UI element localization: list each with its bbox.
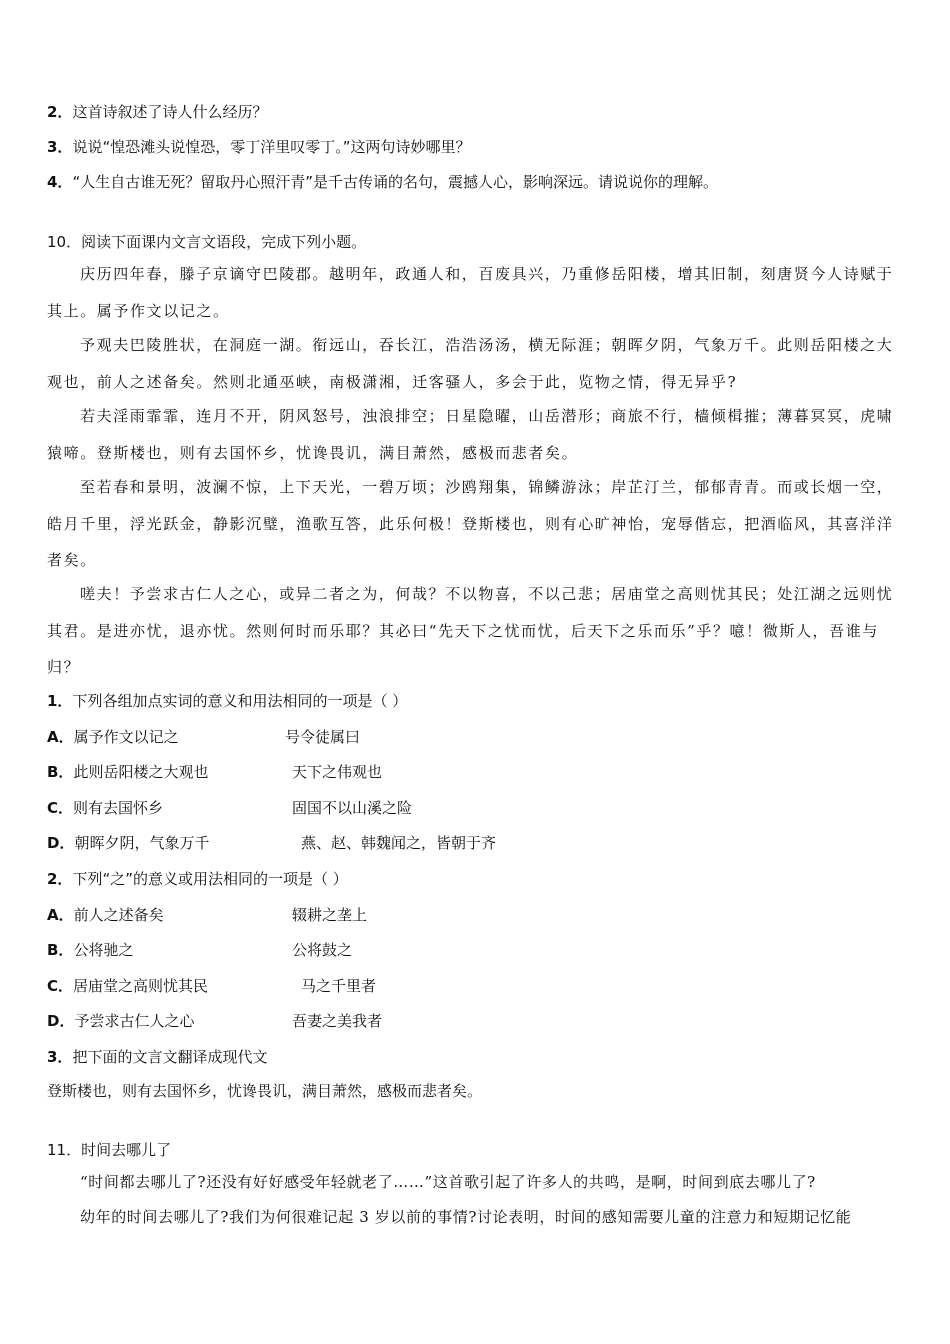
option-label: D．	[47, 834, 75, 852]
passage-line: 幼年的时间去哪儿了?我们为何很难记起 3 岁以前的事情?讨论表明，时间的感知需要儿童的注意力和短期记忆能	[80, 1208, 852, 1226]
option-left: 公将驰之	[73, 941, 134, 959]
option-right: 燕、赵、韩魏闻之，皆朝于齐	[301, 834, 497, 852]
option-left: 居庙堂之高则忧其民	[73, 977, 209, 995]
passage-line: 予观夫巴陵胜状，在洞庭一湖。衔远山，吞长江，浩浩汤汤，横无际涯；朝晖夕阴，气象万千。此则岳阳楼之大	[80, 336, 894, 354]
section-10-title: 10．阅读下面课内文言文语段，完成下列小题。	[47, 233, 367, 251]
passage-line: 其君。是进亦忧，退亦忧。然则何时而乐耶？其必曰“先天下之忧而忧，后天下之乐而乐”乎？噫！微斯人，吾谁与	[47, 622, 879, 640]
option-left: 此则岳阳楼之大观也	[73, 763, 209, 781]
question-number: 1．	[47, 692, 73, 710]
question-number: 3．	[47, 1048, 73, 1066]
question-10-1	[47, 691, 407, 711]
question-text: 把下面的文言文翻译成现代文	[72, 1048, 268, 1066]
passage-line: “时间都去哪儿了?还没有好好感受年轻就老了……”这首歌引起了许多人的共鸣，是啊，时间到底去哪儿了?	[80, 1173, 816, 1191]
option-left: 属予作文以记之	[73, 728, 179, 746]
question-9-2	[47, 102, 267, 122]
question-number: 2．	[47, 870, 73, 888]
question-text: “人生自古谁无死？留取丹心照汗青”是千古传诵的名句，震撼人心，影响深远。请说说你的理解。	[72, 173, 718, 191]
question-9-4	[47, 172, 718, 192]
option-d	[47, 1011, 383, 1031]
question-9-3	[47, 137, 470, 157]
option-right: 辍耕之垄上	[292, 906, 368, 924]
question-text: 这首诗叙述了诗人什么经历？	[72, 103, 268, 121]
option-a	[47, 727, 361, 747]
option-right: 公将鼓之	[292, 941, 353, 959]
option-label: B．	[47, 941, 74, 959]
passage-line: 观也，前人之述备矣。然则北通巫峡，南极潇湘，迁客骚人，多会于此，览物之情，得无异乎?	[47, 373, 738, 391]
option-right: 号令徒属曰	[285, 728, 361, 746]
question-text: 说说“惶恐滩头说惶恐，零丁洋里叹零丁。”这两句诗妙哪里？	[72, 138, 471, 156]
section-11-title: 11．时间去哪儿了	[47, 1141, 172, 1159]
option-a	[47, 905, 368, 925]
option-left: 前人之述备矣	[73, 906, 164, 924]
passage-line: 归？	[47, 658, 81, 676]
option-label: B．	[47, 763, 74, 781]
passage-line: 皓月千里，浮光跃金，静影沉璧，渔歌互答，此乐何极！登斯楼也，则有心旷神怡，宠辱偕忘，把酒临风，其喜洋洋	[47, 515, 894, 533]
option-left: 朝晖夕阴，气象万千	[74, 834, 210, 852]
passage-line: 其上。属予作文以记之。	[47, 302, 230, 320]
option-left: 则有去国怀乡	[73, 799, 164, 817]
option-label: C．	[47, 977, 74, 995]
question-number: 4．	[47, 173, 73, 191]
passage-line: 至若春和景明，波澜不惊，上下天光，一碧万顷；沙鸥翔集，锦鳞游泳；岸芷汀兰，郁郁青青。而或长烟一空，	[80, 478, 894, 496]
question-text: 下列“之”的意义或用法相同的一项是（ ）	[72, 870, 348, 888]
option-label: A．	[47, 906, 74, 924]
option-label: C．	[47, 799, 74, 817]
translation-sentence: 登斯楼也，则有去国怀乡，忧谗畏讥，满目萧然，感极而悲者矣。	[47, 1082, 483, 1100]
option-c	[47, 976, 377, 996]
option-right: 固国不以山溪之险	[292, 799, 413, 817]
passage-line: 嗟夫！予尝求古仁人之心，或异二者之为，何哉？不以物喜，不以己悲；居庙堂之高则忧其民；处江湖之远则忧	[80, 585, 894, 603]
option-right: 马之千里者	[301, 977, 377, 995]
question-text: 下列各组加点实词的意义和用法相同的一项是（ ）	[72, 692, 408, 710]
passage-line: 若夫淫雨霏霏，连月不开，阴风怒号，浊浪排空；日星隐曜，山岳潜形；商旅不行，樯倾楫摧；薄暮冥冥，虎啸	[80, 407, 894, 425]
passage-line: 猿啼。登斯楼也，则有去国怀乡，忧谗畏讥，满目萧然，感极而悲者矣。	[47, 444, 579, 462]
passage-line: 庆历四年春，滕子京谪守巴陵郡。越明年，政通人和，百废具兴，乃重修岳阳楼，增其旧制，刻唐贤今人诗赋于	[80, 265, 894, 283]
option-right: 吾妻之美我者	[292, 1012, 383, 1030]
question-number: 2．	[47, 103, 73, 121]
question-10-3	[47, 1047, 267, 1067]
question-number: 3．	[47, 138, 73, 156]
question-10-2	[47, 869, 348, 889]
option-b	[47, 940, 353, 960]
passage-line: 者矣。	[47, 551, 97, 569]
option-left: 予尝求古仁人之心	[74, 1012, 195, 1030]
option-label: D．	[47, 1012, 75, 1030]
option-label: A．	[47, 728, 74, 746]
option-b	[47, 762, 383, 782]
option-c	[47, 798, 413, 818]
option-d	[47, 833, 497, 853]
option-right: 天下之伟观也	[292, 763, 383, 781]
